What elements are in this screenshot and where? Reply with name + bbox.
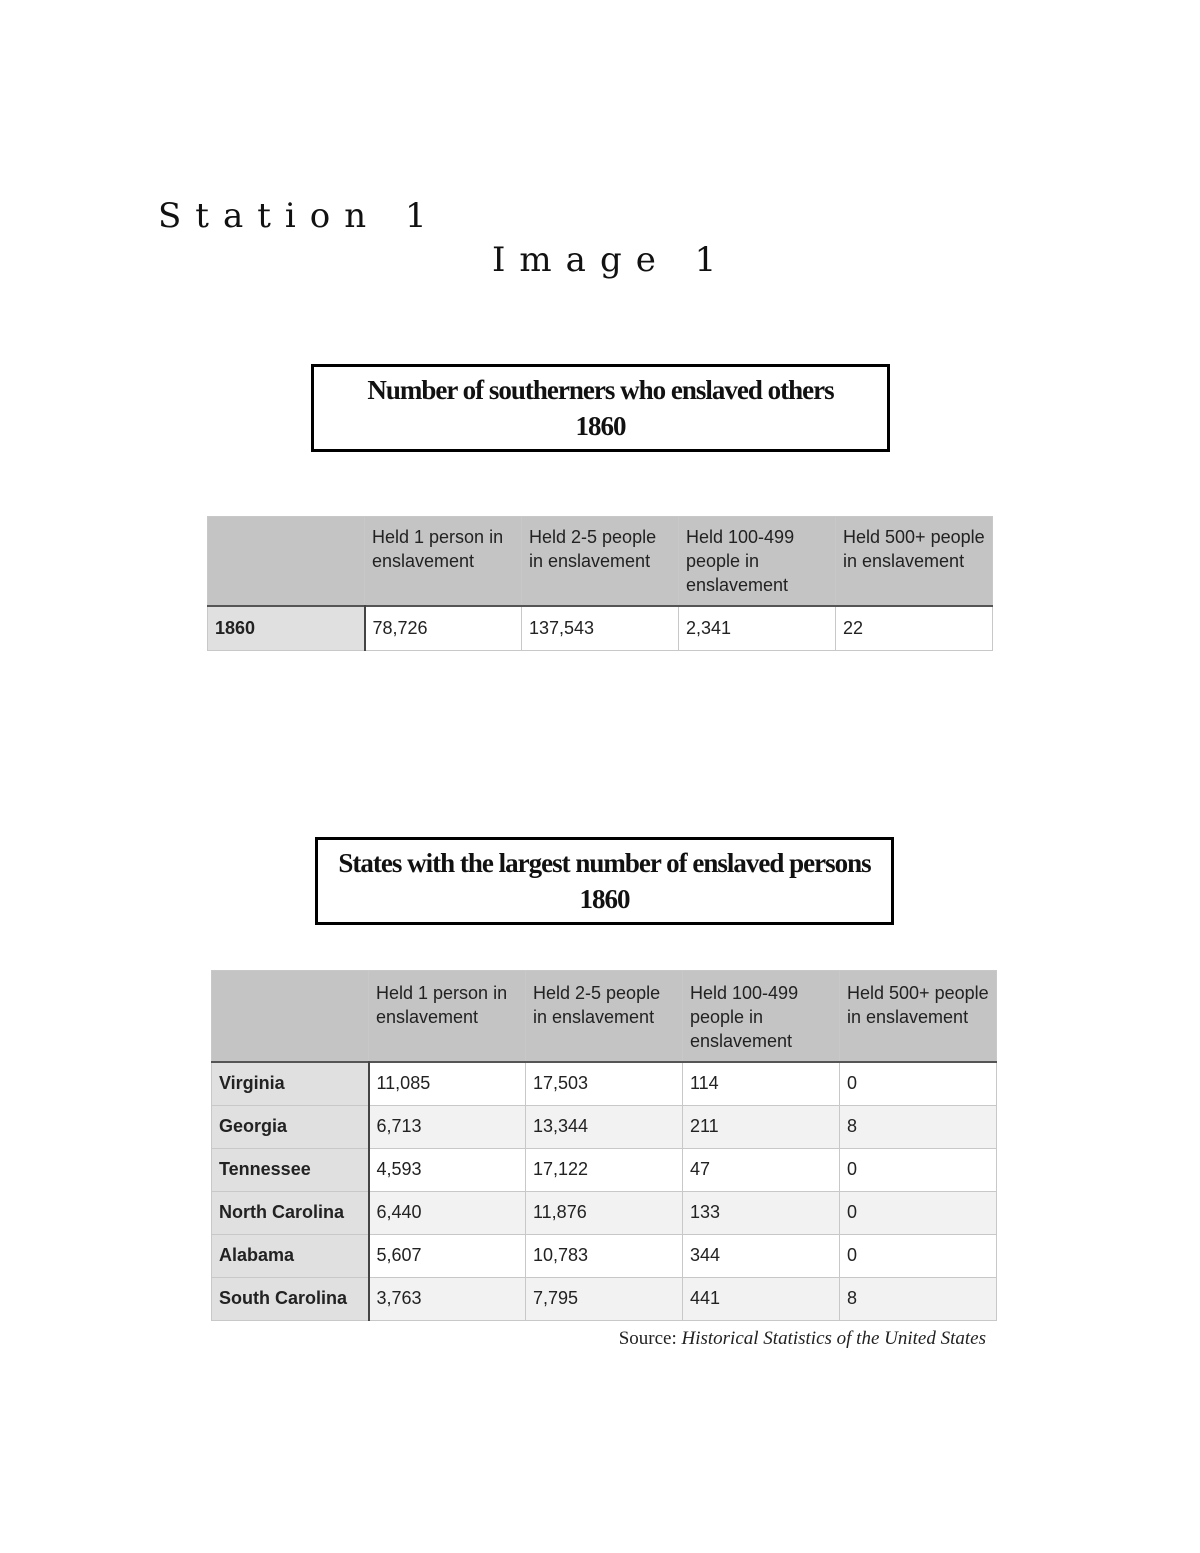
table-row bbox=[212, 1234, 997, 1277]
row-label: 1860 bbox=[208, 606, 365, 650]
row-label: North Carolina bbox=[212, 1191, 369, 1234]
table2-title-box bbox=[315, 837, 894, 925]
header-cell: Held 500+ people in enslavement bbox=[840, 971, 997, 1063]
header-cell: Held 2-5 people in enslavement bbox=[526, 971, 683, 1063]
table-row bbox=[212, 1105, 997, 1148]
table2-year: 1860 bbox=[579, 884, 630, 914]
slaveholders-table bbox=[207, 516, 993, 651]
header-cell: Held 1 person in enslavement bbox=[369, 971, 526, 1063]
header-cell: Held 500+ people in enslavement bbox=[836, 517, 993, 607]
table-cell: 0 bbox=[840, 1148, 997, 1191]
table-cell: 47 bbox=[683, 1148, 840, 1191]
source-title: Historical Statistics of the United States bbox=[681, 1328, 986, 1349]
table-row bbox=[212, 1148, 997, 1191]
table-cell: 11,085 bbox=[369, 1062, 526, 1105]
table-cell: 0 bbox=[840, 1062, 997, 1105]
table-row bbox=[212, 1277, 997, 1320]
table-cell: 17,503 bbox=[526, 1062, 683, 1105]
table-cell: 2,341 bbox=[679, 606, 836, 650]
source-citation bbox=[619, 1328, 986, 1350]
table-cell: 4,593 bbox=[369, 1148, 526, 1191]
table-cell: 6,713 bbox=[369, 1105, 526, 1148]
table-cell: 211 bbox=[683, 1105, 840, 1148]
table1-title: Number of southerners who enslaved others bbox=[367, 375, 834, 405]
row-label: Alabama bbox=[212, 1234, 369, 1277]
table-cell: 0 bbox=[840, 1191, 997, 1234]
source-prefix: Source: bbox=[618, 1328, 682, 1349]
table-cell: 8 bbox=[840, 1277, 997, 1320]
table-row bbox=[208, 606, 993, 650]
header-cell: Held 1 person in enslavement bbox=[365, 517, 522, 607]
row-label: Virginia bbox=[212, 1062, 369, 1105]
table-cell: 17,122 bbox=[526, 1148, 683, 1191]
table-row bbox=[212, 1062, 997, 1105]
table-header-row bbox=[208, 517, 993, 607]
table-cell: 78,726 bbox=[365, 606, 522, 650]
table-header-row bbox=[212, 971, 997, 1063]
table1-year: 1860 bbox=[575, 411, 626, 441]
table-cell: 133 bbox=[683, 1191, 840, 1234]
header-cell: Held 100-499 people in enslavement bbox=[679, 517, 836, 607]
table-cell: 0 bbox=[840, 1234, 997, 1277]
table-cell: 8 bbox=[840, 1105, 997, 1148]
table-cell: 5,607 bbox=[369, 1234, 526, 1277]
table-cell: 344 bbox=[683, 1234, 840, 1277]
header-cell bbox=[212, 971, 369, 1063]
table-cell: 441 bbox=[683, 1277, 840, 1320]
table-cell: 7,795 bbox=[526, 1277, 683, 1320]
table-cell: 22 bbox=[836, 606, 993, 650]
header-cell bbox=[208, 517, 365, 607]
table-cell: 3,763 bbox=[369, 1277, 526, 1320]
table-cell: 137,543 bbox=[522, 606, 679, 650]
row-label: South Carolina bbox=[212, 1277, 369, 1320]
table-cell: 114 bbox=[683, 1062, 840, 1105]
header-cell: Held 100-499 people in enslavement bbox=[683, 971, 840, 1063]
table-cell: 6,440 bbox=[369, 1191, 526, 1234]
states-table bbox=[211, 970, 997, 1321]
table-cell: 13,344 bbox=[526, 1105, 683, 1148]
station-title: Station 1 bbox=[158, 196, 441, 236]
table-row bbox=[212, 1191, 997, 1234]
table-cell: 10,783 bbox=[526, 1234, 683, 1277]
table2-title: States with the largest number of enslaved persons bbox=[338, 848, 871, 878]
image-title: Image 1 bbox=[492, 240, 731, 280]
row-label: Georgia bbox=[212, 1105, 369, 1148]
table-cell: 11,876 bbox=[526, 1191, 683, 1234]
table1-title-box bbox=[311, 364, 890, 452]
header-cell: Held 2-5 people in enslavement bbox=[522, 517, 679, 607]
row-label: Tennessee bbox=[212, 1148, 369, 1191]
